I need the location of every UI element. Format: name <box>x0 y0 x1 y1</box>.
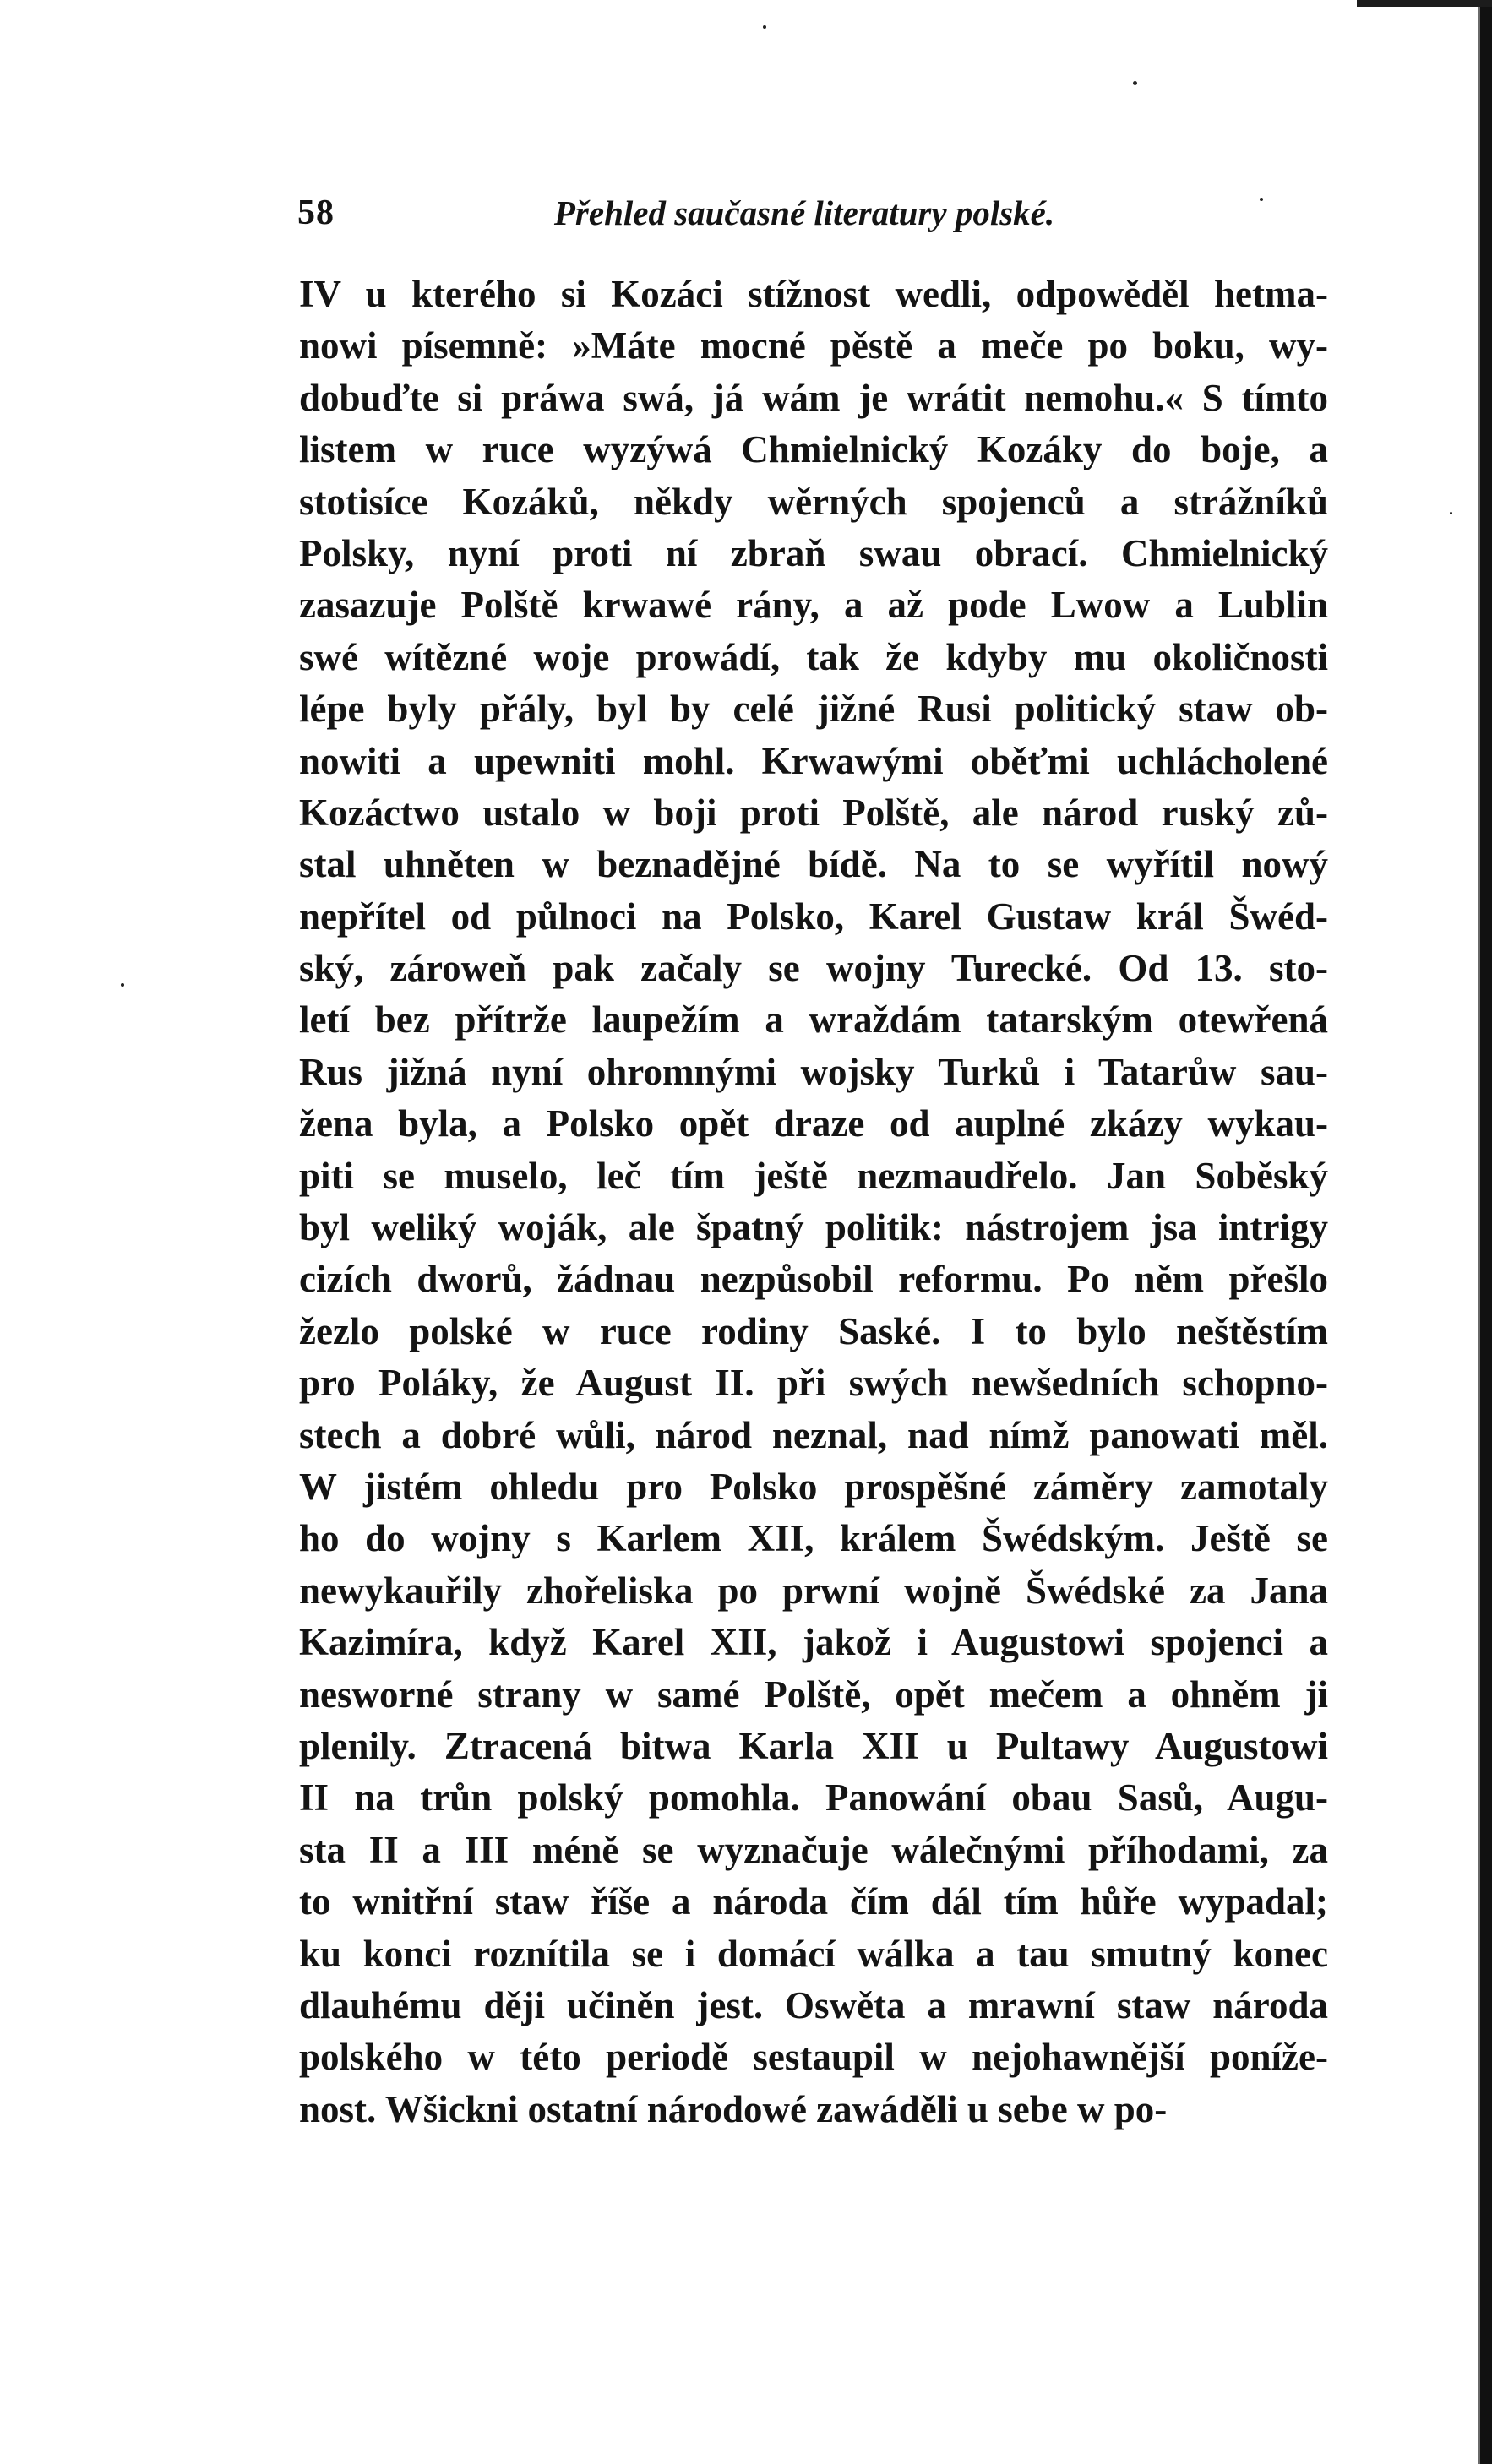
text-line: Rus jižná nyní ohromnými wojsky Turků i Tatarůw sau- <box>299 1050 1328 1093</box>
scan-speck <box>1450 512 1452 514</box>
text-line: nepřítel od půlnoci na Polsko, Karel Gustaw král Šwéd- <box>299 895 1328 938</box>
page-number: 58 <box>297 193 335 232</box>
text-line: II na trůn polský pomohla. Panowání obau Sasů, Augu- <box>299 1776 1328 1819</box>
text-line: pro Poláky, že August II. při swých newšedních schopno- <box>299 1362 1328 1405</box>
text-line: cizích dworů, žádnau nezpůsobil reformu. Po něm přešlo <box>299 1258 1328 1301</box>
page-header <box>297 188 1328 238</box>
text-line: IV u kterého si Kozáci stížnost wedli, odpowěděl hetma- <box>299 273 1328 315</box>
text-line: Polsky, nyní proti ní zbraň swau obrací. Chmielnický <box>299 531 1328 574</box>
text-line: stotisíce Kozáků, někdy wěrných spojenců a strážníků <box>299 480 1328 523</box>
scan-speck <box>121 983 124 987</box>
scan-speck <box>1133 81 1137 85</box>
text-line: swé wítězné woje prowádí, tak že kdyby mu okoličnosti <box>299 635 1328 678</box>
text-line: newykauřily zhořeliska po prwní wojně Šwédské za Jana <box>299 1569 1328 1612</box>
text-line: zasazuje Polště krwawé rány, a až pode Lwow a Lublin <box>299 584 1328 627</box>
text-line: žezlo polské w ruce rodiny Saské. I to bylo neštěstím <box>299 1309 1328 1352</box>
text-line: nesworné strany w samé Polště, opět mečem a ohněm ji <box>299 1673 1328 1716</box>
text-line: nowi písemně: »Máte mocné pěstě a meče po boku, wy- <box>299 324 1328 367</box>
text-line: piti se muselo, leč tím ještě nezmaudřelo. Jan Soběský <box>299 1154 1328 1197</box>
running-title: Přehled saučasné literatury polské. <box>553 193 1055 232</box>
text-line: W jistém ohledu pro Polsko prospěšné záměry zamotaly <box>299 1465 1328 1508</box>
scan-edge-shadow <box>1478 0 1480 2464</box>
body-text <box>299 269 1328 2135</box>
text-line: Kazimíra, když Karel XII, jakož i Augustowi spojenci a <box>299 1621 1328 1664</box>
text-line: lépe byly přály, byl by celé jižné Rusi politický staw ob- <box>299 688 1328 731</box>
text-line: stal uhněten w beznadějné bídě. Na to se wyřítil nowý <box>299 843 1328 886</box>
scan-edge-top <box>1357 0 1492 7</box>
text-line: polského w této periodě sestaupil w nejohawnější poníže- <box>299 2036 1328 2079</box>
text-line: listem w ruce wyzýwá Chmielnický Kozáky do boje, a <box>299 428 1328 471</box>
text-line: dobuďte si práwa swá, já wám je wrátit nemohu.« S tímto <box>299 376 1328 419</box>
text-line: plenily. Ztracená bitwa Karla XII u Pultawy Augustowi <box>299 1724 1328 1767</box>
text-line: sta II a III méně se wyznačuje wálečnými příhodami, za <box>299 1828 1328 1871</box>
text-line: byl weliký woják, ale špatný politik: nástrojem jsa intrigy <box>299 1206 1328 1249</box>
text-line: ský, zároweň pak začaly se wojny Turecké. Od 13. sto- <box>299 947 1328 990</box>
text-line: nost. Wšickni ostatní národowé zawáděli u sebe w po- <box>299 2087 1168 2130</box>
text-line: stech a dobré wůli, národ neznal, nad nímž panowati měl. <box>299 1413 1328 1456</box>
scan-speck <box>763 25 766 29</box>
text-line: to wnitřní staw říše a národa čím dál tím hůře wypadal; <box>299 1880 1328 1923</box>
text-line: letí bez přítrže laupežím a wraždám tatarským otewřená <box>299 998 1328 1042</box>
text-line: ho do wojny s Karlem XII, králem Šwédským. Ještě se <box>299 1517 1328 1560</box>
text-line: žena byla, a Polsko opět draze od auplné zkázy wykau- <box>299 1102 1328 1145</box>
text-line: ku konci roznítila se i domácí wálka a tau smutný konec <box>299 1932 1328 1975</box>
scan-edge-right <box>1480 0 1492 2464</box>
text-line: dlauhému ději učiněn jest. Oswěta a mrawní staw národa <box>299 1983 1328 2026</box>
text-line: nowiti a upewniti mohl. Krwawými oběťmi uchlácholené <box>299 739 1328 782</box>
text-line: Kozáctwo ustalo w boji proti Polště, ale národ ruský zů- <box>299 791 1328 834</box>
